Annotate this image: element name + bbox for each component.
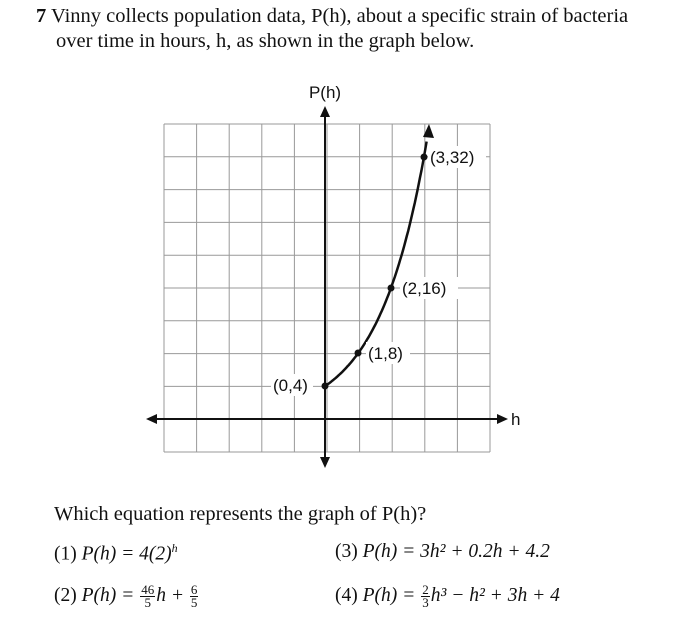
fraction-1-numerator: 46 xyxy=(141,582,155,597)
choice-2-lhs: P(h) = xyxy=(81,584,135,606)
x-axis-arrow-left xyxy=(146,414,157,424)
choice-1[interactable] xyxy=(54,541,178,566)
choice-2[interactable] xyxy=(54,584,199,609)
x-axis-arrow-right xyxy=(497,414,508,424)
point-3-32 xyxy=(421,154,428,161)
choice-1-exponent: h xyxy=(171,541,178,555)
choice-4-rest: h³ − h² + 3h + 4 xyxy=(430,584,560,606)
choice-2-number: (2) xyxy=(54,584,77,606)
fraction-denominator: 3 xyxy=(422,595,429,610)
point-label-1-8: (1,8) xyxy=(368,344,403,363)
stem-line-1: Vinny collects population data, P(h), about a specific strain of bacteria xyxy=(51,5,629,27)
point-label-3-32: (3,32) xyxy=(430,148,475,167)
choice-4[interactable] xyxy=(335,584,560,609)
choice-3[interactable] xyxy=(335,541,550,563)
point-1-8 xyxy=(355,350,362,357)
point-2-16 xyxy=(388,285,395,292)
question-number: 7 xyxy=(36,5,47,27)
point-label-0-4: (0,4) xyxy=(273,376,308,395)
choice-4-lhs: P(h) = xyxy=(362,584,416,606)
choice-2-middle: h + xyxy=(156,584,184,606)
fraction-2-denominator: 5 xyxy=(190,595,198,610)
choice-2-fraction-1 xyxy=(140,584,155,609)
choice-4-fraction xyxy=(421,584,430,609)
y-axis-arrow-up xyxy=(320,106,330,117)
choice-4-number: (4) xyxy=(335,584,358,606)
choice-1-number: (1) xyxy=(54,543,77,565)
choice-1-expression: P(h) = 4(2) xyxy=(81,543,172,565)
fraction-2-numerator: 6 xyxy=(190,582,198,597)
y-axis-arrow-down xyxy=(320,457,330,468)
question-prompt: Which equation represents the graph of P(h)? xyxy=(54,503,427,525)
choice-3-expression: P(h) = 3h² + 0.2h + 4.2 xyxy=(362,541,550,562)
choice-3-number: (3) xyxy=(335,541,358,562)
stem-line-2: over time in hours, h, as shown in the graph below. xyxy=(56,30,475,52)
choice-2-fraction-2 xyxy=(190,584,199,609)
point-0-4 xyxy=(322,383,329,390)
fraction-numerator: 2 xyxy=(422,582,429,597)
fraction-1-denominator: 5 xyxy=(144,595,151,610)
x-axis-label: h xyxy=(511,410,521,429)
point-label-2-16: (2,16) xyxy=(402,279,447,298)
y-axis-label: P(h) xyxy=(308,83,342,102)
